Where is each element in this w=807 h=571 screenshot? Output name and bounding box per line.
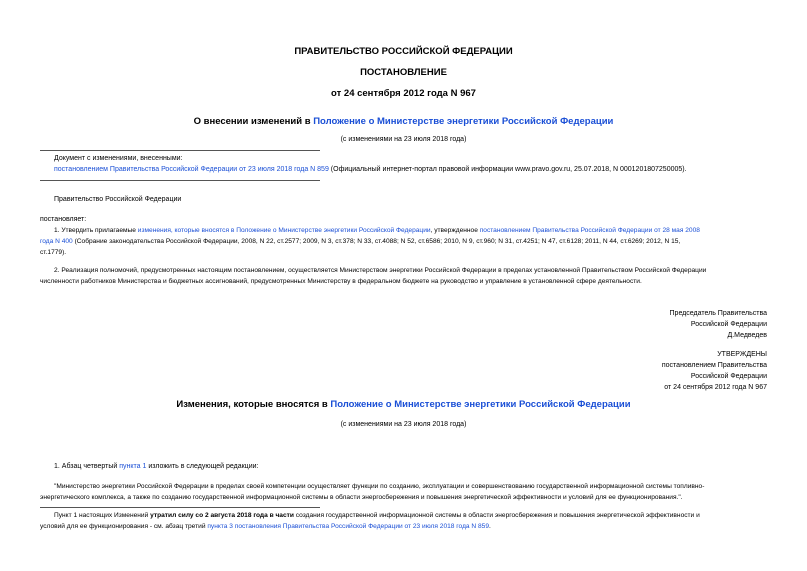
- approved-country: Российской Федерации: [690, 373, 767, 380]
- quoted-text: [40, 481, 770, 503]
- divider: [40, 150, 320, 151]
- p1-text-d: ст.1779).: [40, 249, 67, 256]
- p1-text-c: (Собрание законодательства Российской Федерации, 2008, N 22, ст.2577; 2009, N 3, ст.378; N 33, ст.4088; N 52, ст.6586; 2010, N 9, ст.960; N 31, ст.4251; N 47, ст.6128; 2011, N 44, ст.6269; 2012, N 15,: [72, 238, 681, 245]
- decree-400-link[interactable]: постановлением Правительства Российской Федерации от 28 мая 2008: [479, 227, 700, 234]
- divider: [40, 180, 320, 181]
- decree-859-point-3-link[interactable]: пункта 3 постановления Правительства Российской Федерации от 23 июля 2018 года N 859: [207, 523, 490, 530]
- decides-line: постановляет:: [40, 216, 87, 223]
- approved-by: постановлением Правительства: [661, 362, 767, 369]
- signature-title: Председатель Правительства: [669, 310, 767, 317]
- amendment-859-link[interactable]: постановлением Правительства Российской Федерации от 23 июля 2018 года N 859: [54, 166, 329, 173]
- p2-line-1: 2. Реализация полномочий, предусмотренных настоящим постановлением, осуществляется Министерством энергетики Российской Федерации в пределах установленной Правительством Российской Федерации: [54, 267, 707, 274]
- document-title-prefix: О внесении изменений в: [193, 116, 314, 127]
- document-date-number: от 24 сентября 2012 года N 967: [331, 88, 476, 99]
- item1-text-b: изложить в следующей редакции:: [146, 463, 259, 470]
- government-line: Правительство Российской Федерации: [54, 196, 182, 203]
- point-1-link[interactable]: пункта 1: [119, 463, 147, 470]
- p1-text-a: 1. Утвердить прилагаемые: [54, 227, 138, 234]
- decree-400-link-cont[interactable]: года N 400: [40, 238, 73, 245]
- change-item-1: [54, 461, 258, 472]
- quote-line-1: "Министерство энергетики Российской Федерации в пределах своей компетенции осуществляет функции по созданию, эксплуатации и совершенствованию государственной информационной системы топливно-: [54, 483, 705, 490]
- signature-name: Д.Медведев: [727, 332, 767, 339]
- document-title: [0, 116, 807, 127]
- amendments-intro: Документ с изменениями, внесенными:: [54, 155, 183, 162]
- amendments-publication: (Официальный интернет-портал правовой информации www.pravo.gov.ru, 25.07.2018, N 0001201807250005).: [328, 166, 687, 173]
- amendments-source: [54, 164, 687, 175]
- quote-line-2: энергетического комплекса, а также по созданию государственной информационной системы в области энергосбережения и повышения энергетической эффективности и условий для ее функционирования.".: [40, 494, 683, 501]
- footnote-text-b: создания государственной информационной системы в области энергосбережения и повышения энергетической эффективности и: [293, 512, 700, 519]
- p1-text-b: , утвержденное: [430, 227, 480, 234]
- approved-heading: УТВЕРЖДЕНЫ: [717, 351, 767, 358]
- footnote: [40, 510, 770, 532]
- footnote-text-d: .: [489, 523, 491, 530]
- government-heading: ПРАВИТЕЛЬСТВО РОССИЙСКОЙ ФЕДЕРАЦИИ: [294, 46, 513, 57]
- changes-title: [0, 399, 807, 410]
- footnote-text-c: условий для ее функционирования - см. абзац третий: [40, 523, 208, 530]
- divider: [40, 507, 320, 508]
- signature-country: Российской Федерации: [690, 321, 767, 328]
- signature-block: [670, 308, 767, 341]
- approved-date: от 24 сентября 2012 года N 967: [664, 384, 767, 391]
- paragraph-1: [40, 225, 770, 258]
- changes-revision-note: (с изменениями на 23 июля 2018 года): [340, 421, 467, 428]
- document-type: ПОСТАНОВЛЕНИЕ: [360, 67, 447, 78]
- revision-note: (с изменениями на 23 июля 2018 года): [340, 136, 467, 143]
- footnote-text-a: Пункт 1 настоящих Изменений: [54, 512, 151, 519]
- changes-regulation-link[interactable]: Положение о Министерстве энергетики Российской Федерации: [330, 399, 631, 410]
- changes-title-prefix: Изменения, которые вносятся в: [176, 399, 331, 410]
- footnote-bold: утратил силу со 2 августа 2018 года в части: [150, 512, 294, 519]
- item1-text-a: 1. Абзац четвертый: [54, 463, 120, 470]
- paragraph-2: [40, 265, 770, 287]
- approval-block: [662, 349, 767, 393]
- title-regulation-link[interactable]: Положение о Министерстве энергетики Российской Федерации: [313, 116, 614, 127]
- p2-line-2: численности работников Министерства и бюджетных ассигнований, предусмотренных Министерству в федеральном бюджете на руководство и управление в установленной сфере деятельности.: [40, 278, 642, 285]
- changes-link[interactable]: изменения, которые вносятся в Положение о Министерстве энергетики Российской Федерации: [137, 227, 431, 234]
